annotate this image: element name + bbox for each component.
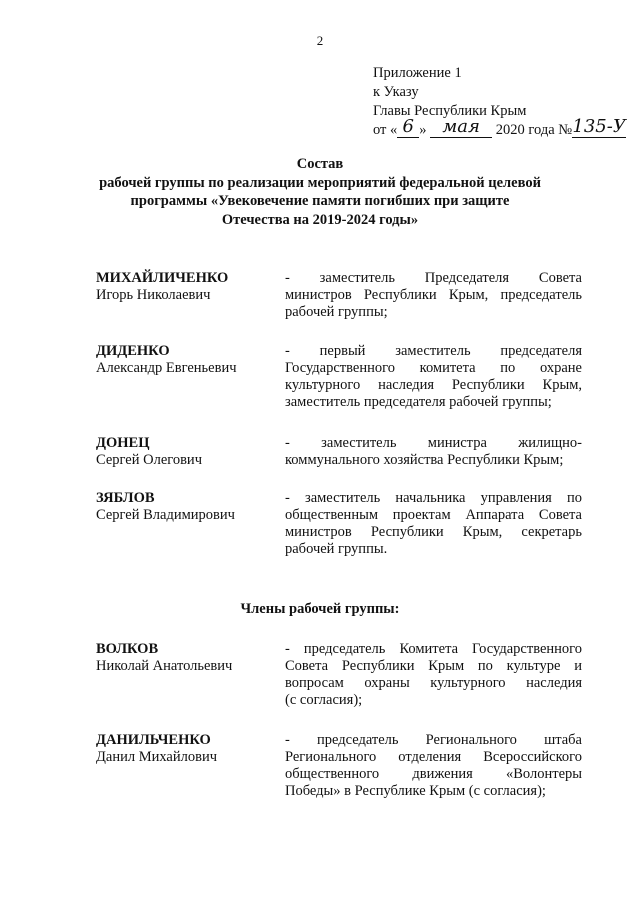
role-line: (с согласия); [285, 692, 363, 708]
date-day-field [397, 116, 419, 138]
role-line: Регионального отделения Всероссийского [285, 749, 582, 765]
person-given-name: Александр Евгеньевич [96, 360, 237, 376]
person-name [96, 435, 271, 469]
role-line: рабочей группы. [285, 541, 388, 557]
date-month-handwritten: мая [442, 116, 480, 137]
role-line: - председатель Регионального штаба [285, 732, 582, 748]
person-given-name: Данил Михайлович [96, 749, 217, 765]
role-line: Совета Республики Крым по культуре и [285, 658, 582, 674]
person-name [96, 343, 271, 377]
person-given-name: Николай Анатольевич [96, 658, 233, 674]
person-name [96, 490, 271, 524]
appendix-line-1: Приложение 1 [373, 65, 462, 81]
document-title [0, 155, 640, 229]
title-line-4: Отечества на 2019-2024 годы» [221, 211, 419, 228]
person-surname: ВОЛКОВ [96, 641, 159, 657]
role-line: министров Республики Крым, председатель [285, 287, 582, 303]
date-day-close: » [419, 122, 427, 138]
decree-number-handwritten: 135-У [572, 116, 626, 137]
person-role [285, 490, 582, 558]
date-day-handwritten: 6 [402, 116, 414, 137]
person-given-name: Сергей Олегович [96, 452, 202, 468]
role-line: - председатель Комитета Государственного [285, 641, 582, 657]
role-line: общественного движения «Волонтеры [285, 766, 582, 782]
person-given-name: Сергей Владимирович [96, 507, 235, 523]
role-line: рабочей группы; [285, 304, 388, 320]
person-role [285, 270, 582, 321]
role-line: - заместитель Председателя Совета [285, 270, 582, 286]
title-line-3: программы «Увековечение памяти погибших при защите [130, 193, 510, 209]
role-line: общественным проектам Аппарата Совета [285, 507, 582, 523]
appendix-date-line [373, 116, 626, 140]
role-line: вопросам охраны культурного наследия [285, 675, 582, 691]
person-surname: ДАНИЛЬЧЕНКО [96, 732, 211, 748]
person-surname: ЗЯБЛОВ [96, 490, 155, 506]
role-line: - первый заместитель председателя [285, 343, 582, 359]
person-surname: ДИДЕНКО [96, 343, 170, 359]
person-given-name: Игорь Николаевич [96, 287, 211, 303]
person-name [96, 641, 271, 675]
role-line: коммунального хозяйства Республики Крым; [285, 452, 564, 468]
title-line-1: Состав [296, 156, 344, 172]
role-line: Государственного комитета по охране [285, 360, 582, 376]
date-year-text: 2020 года № [495, 122, 573, 138]
person-role [285, 343, 582, 411]
person-role [285, 641, 582, 709]
appendix-line-2: к Указу [373, 84, 419, 100]
title-line-2: рабочей группы по реализации мероприятий федеральной целевой [99, 174, 541, 191]
page-number: 2 [316, 33, 324, 48]
appendix-line-3: Главы Республики Крым [373, 103, 527, 119]
role-line: - заместитель начальника управления по [285, 490, 582, 506]
date-prefix: от « [373, 122, 398, 138]
person-role [285, 435, 582, 469]
date-month-field [430, 116, 492, 138]
role-line: министров Республики Крым, секретарь [285, 524, 582, 540]
person-role [285, 732, 582, 800]
person-surname: ДОНЕЦ [96, 435, 150, 451]
role-line: Победы» в Республике Крым (с согласия); [285, 783, 546, 799]
person-name [96, 732, 271, 766]
role-line: заместитель председателя рабочей группы; [285, 394, 552, 410]
role-line: - заместитель министра жилищно- [285, 435, 582, 451]
decree-number-field [572, 116, 626, 138]
person-name [96, 270, 271, 304]
person-surname: МИХАЙЛИЧЕНКО [96, 270, 229, 286]
role-line: культурного наследия Республики Крым, [285, 377, 582, 393]
appendix-block [373, 64, 626, 140]
members-heading: Члены рабочей группы: [240, 601, 400, 617]
